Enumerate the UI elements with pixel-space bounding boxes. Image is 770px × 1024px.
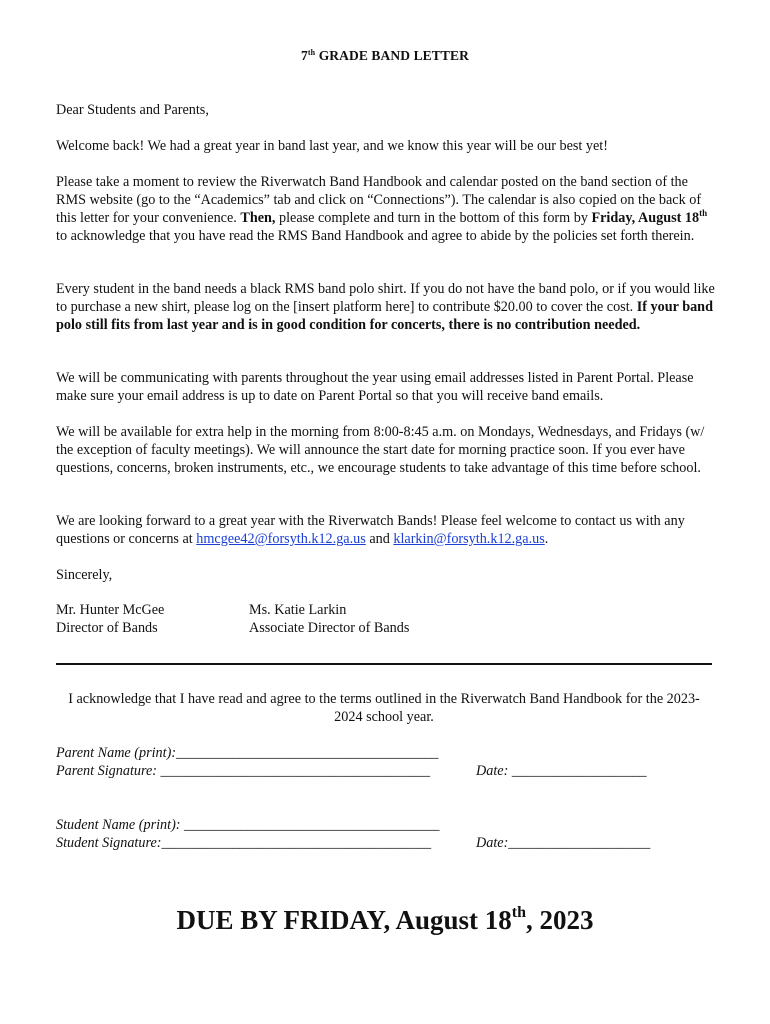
email-paragraph: We will be communicating with parents throughout the year using email addresses listed in Parent Portal. Please make sure your email address is up to date on Parent Portal so that you will receive band emails. (56, 370, 694, 404)
email-link-mcgee[interactable]: hmcgee42@forsyth.k12.ga.us (196, 531, 366, 547)
polo-paragraph: Every student in the band needs a black RMS band polo shirt. If you do not have the band polo, or if you would like to purchase a new shirt, please log on the [insert platform here] to contribute $20.00 to cover the cost. If your band polo still fits from last year and is in good condition for concerts, there is no contribution needed. (56, 281, 715, 333)
signature-role: Associate Director of Bands (249, 620, 410, 636)
closing: Sincerely, (56, 567, 113, 583)
signature-mcgee (56, 601, 276, 637)
signature-role: Director of Bands (56, 620, 158, 636)
student-signature-field[interactable]: Student Signature:______________________________________ (56, 835, 432, 851)
letter-title: 7th GRADE BAND LETTER (301, 48, 469, 63)
handbook-paragraph: Please take a moment to review the Riverwatch Band Handbook and calendar posted on the band section of the RMS website (go to the “Academics” tab and click on “Connections”). The calendar is also copied on the back of this letter for your convenience. Then, please complete and turn in the bottom of this form by Friday, August 18th to acknowledge that you have read the RMS Band Handbook and agree to abide by the policies set forth therein. (56, 174, 708, 244)
greeting: Dear Students and Parents, (56, 102, 209, 118)
contact-paragraph: We are looking forward to a great year with the Riverwatch Bands! Please feel welcome to contact us with any questions or concerns at hmcgee42@forsyth.k12.ga.us and klarkin@forsyth.k12.ga.us. (56, 513, 685, 547)
parent-signature-field[interactable]: Parent Signature: ______________________________________ (56, 763, 431, 779)
parent-name-field[interactable]: Parent Name (print):_____________________________________ (56, 745, 439, 761)
student-date-field[interactable]: Date:____________________ (476, 835, 651, 851)
due-date-heading: DUE BY FRIDAY, August 18th, 2023 (176, 904, 594, 935)
acknowledgement-text: I acknowledge that I have read and agree to the terms outlined in the Riverwatch Band Handbook for the 2023-2024 school year. (68, 691, 700, 725)
tear-line-divider (56, 663, 712, 665)
welcome-paragraph: Welcome back! We had a great year in band last year, and we know this year will be our best yet! (56, 138, 608, 154)
signature-name: Ms. Katie Larkin (249, 602, 347, 618)
email-link-larkin[interactable]: klarkin@forsyth.k12.ga.us (393, 531, 545, 547)
extra-help-paragraph: We will be available for extra help in the morning from 8:00-8:45 a.m. on Mondays, Wednesdays, and Fridays (w/ the exception of faculty meetings). We will announce the start date for morning practice soon. If you ever have questions, concerns, broken instruments, etc., we encourage students to take advantage of this time before school. (56, 424, 705, 476)
student-name-field[interactable]: Student Name (print): ____________________________________ (56, 817, 440, 833)
signature-name: Mr. Hunter McGee (56, 602, 165, 618)
parent-date-field[interactable]: Date: ___________________ (476, 763, 647, 779)
signature-larkin (249, 601, 469, 637)
